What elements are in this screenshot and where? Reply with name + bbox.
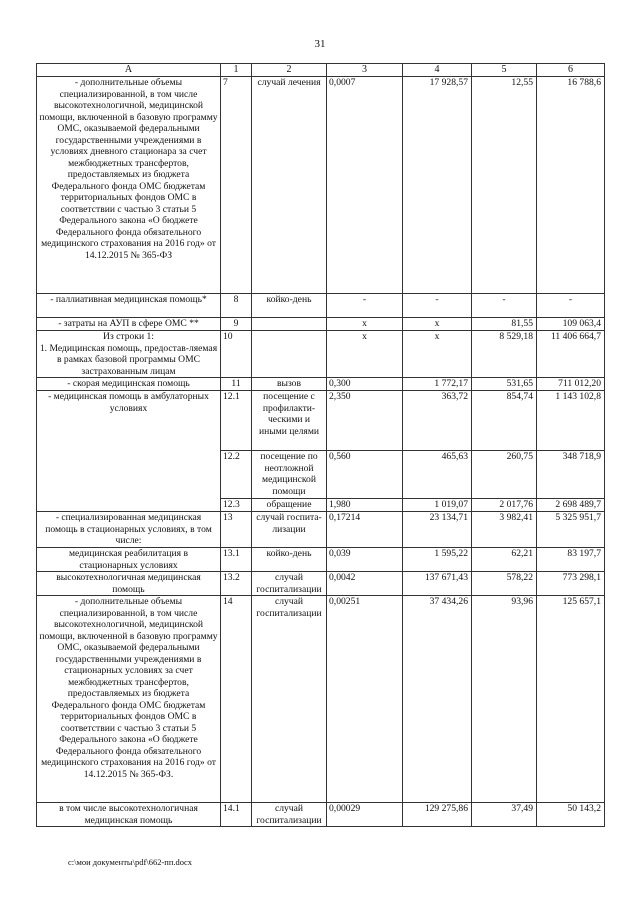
header-cell: 4: [403, 64, 472, 77]
row-code-cell: 12.2: [221, 451, 252, 499]
row-code-cell: 9: [221, 318, 252, 331]
table-row: [37, 331, 605, 378]
value-cell: 11 406 664,7: [537, 331, 605, 378]
unit-cell: случай госпитализации: [252, 596, 327, 803]
value-cell: 50 143,2: [537, 803, 605, 827]
value-cell: -: [537, 294, 605, 318]
value-cell: 8 529,18: [472, 331, 537, 378]
table-row: [37, 512, 605, 548]
value-cell: 578,22: [472, 572, 537, 596]
row-code-cell: 11: [221, 378, 252, 391]
row-code-cell: 12.1: [221, 391, 252, 451]
row-name-cell: - дополнительные объемы специализированной, в том числе высокотехнологичной, медицинской помощи, включенной в базовую программу ОМС, оказываемой федеральными государственными учреждениями в условиях дневного стационара за счет межбюджетных трансфертов, предоставляемых из бюджета Федерального фонда ОМС бюджетам территориальных фондов ОМС в соответствии с частью 3 статьи 5 Федерального закона «О бюджете Федерального фонда обязательного медицинского страхования на 2016 год» от 14.12.2015 № 365-ФЗ: [37, 77, 221, 294]
row-name-cell: - дополнительные объемы специализированной, в том числе высокотехнологичной, медицинской помощи, включенной в базовую программу ОМС, оказываемой федеральными государственными учреждениями в стационарных условиях за счет межбюджетных трансфертов, предоставляемых из бюджета Федерального фонда ОМС бюджетам территориальных фондов ОМС в соответствии с частью 3 статьи 5 Федерального закона «О бюджете Федерального фонда обязательного медицинского страхования на 2016 год» от 14.12.2015 № 365-ФЗ.: [37, 596, 221, 803]
row-code-cell: 14: [221, 596, 252, 803]
unit-cell: случай госпитализации: [252, 572, 327, 596]
value-cell: 93,96: [472, 596, 537, 803]
header-cell: 6: [537, 64, 605, 77]
table-row: [37, 803, 605, 827]
value-cell: 2 698 489,7: [537, 499, 605, 512]
row-code-cell: 10: [221, 331, 252, 378]
header-cell: 5: [472, 64, 537, 77]
table-row: [37, 596, 605, 803]
row-name-cell: - затраты на АУП в сфере ОМС **: [37, 318, 221, 331]
row-name-cell: Из строки 1: 1. Медицинская помощь, предостав-ляемая в рамках базовой программы ОМС застрахованным лицам: [37, 331, 221, 378]
value-cell: 363,72: [403, 391, 472, 451]
data-table: [36, 63, 605, 827]
value-cell: 2 017,76: [472, 499, 537, 512]
table-row: [37, 77, 605, 294]
row-code-cell: 14.1: [221, 803, 252, 827]
row-code-cell: 13.1: [221, 548, 252, 572]
unit-cell: посещение с профилакти-ческими и иными целями: [252, 391, 327, 451]
unit-cell: вызов: [252, 378, 327, 391]
header-cell: А: [37, 64, 221, 77]
header-cell: 3: [327, 64, 403, 77]
value-cell: 260,75: [472, 451, 537, 499]
value-cell: 83 197,7: [537, 548, 605, 572]
table-row: [37, 318, 605, 331]
value-cell: 137 671,43: [403, 572, 472, 596]
value-cell: 348 718,9: [537, 451, 605, 499]
row-code-cell: 8: [221, 294, 252, 318]
value-cell: 16 788,6: [537, 77, 605, 294]
unit-cell: обращение: [252, 499, 327, 512]
row-name-cell: в том числе высокотехнологичная медицинская помощь: [37, 803, 221, 827]
value-cell: 0,560: [327, 451, 403, 499]
table-row: [37, 548, 605, 572]
row-code-cell: 13: [221, 512, 252, 548]
row-code-cell: 13.2: [221, 572, 252, 596]
table-row: [37, 572, 605, 596]
value-cell: 81,55: [472, 318, 537, 331]
row-name-cell: - медицинская помощь в амбулаторных условиях: [37, 391, 221, 512]
value-cell: 23 134,71: [403, 512, 472, 548]
value-cell: 1 143 102,8: [537, 391, 605, 451]
table-row: [37, 391, 605, 451]
value-cell: 1 772,17: [403, 378, 472, 391]
value-cell: 5 325 951,7: [537, 512, 605, 548]
value-cell: 0,039: [327, 548, 403, 572]
table-row: [37, 294, 605, 318]
row-name-cell: - скорая медицинская помощь: [37, 378, 221, 391]
value-cell: 854,74: [472, 391, 537, 451]
value-cell: 1 595,22: [403, 548, 472, 572]
unit-cell: [252, 331, 327, 378]
value-cell: -: [472, 294, 537, 318]
row-name-cell: высокотехнологичная медицинская помощь: [37, 572, 221, 596]
value-cell: 12,55: [472, 77, 537, 294]
value-cell: 0,0042: [327, 572, 403, 596]
value-cell: 37 434,26: [403, 596, 472, 803]
unit-cell: случай госпита-лизации: [252, 512, 327, 548]
value-cell: 2,350: [327, 391, 403, 451]
header-cell: 1: [221, 64, 252, 77]
unit-cell: [252, 318, 327, 331]
table-row: [37, 378, 605, 391]
value-cell: 0,17214: [327, 512, 403, 548]
unit-cell: посещение по неотложной медицинской помощи: [252, 451, 327, 499]
value-cell: 1,980: [327, 499, 403, 512]
value-cell: -: [327, 294, 403, 318]
value-cell: х: [403, 331, 472, 378]
value-cell: 1 019,07: [403, 499, 472, 512]
value-cell: 3 982,41: [472, 512, 537, 548]
unit-cell: койко-день: [252, 548, 327, 572]
value-cell: 0,300: [327, 378, 403, 391]
value-cell: 0,0007: [327, 77, 403, 294]
value-cell: 125 657,1: [537, 596, 605, 803]
value-cell: 37,49: [472, 803, 537, 827]
row-name-cell: - специализированная медицинская помощь в стационарных условиях, в том числе:: [37, 512, 221, 548]
file-path-footer: c:\мои документы\pdf\662-пп.docx: [68, 857, 193, 867]
value-cell: 773 298,1: [537, 572, 605, 596]
unit-cell: койко-день: [252, 294, 327, 318]
unit-cell: случай госпитализации: [252, 803, 327, 827]
value-cell: 465,63: [403, 451, 472, 499]
value-cell: -: [403, 294, 472, 318]
row-code-cell: 12.3: [221, 499, 252, 512]
value-cell: 17 928,57: [403, 77, 472, 294]
value-cell: х: [327, 331, 403, 378]
value-cell: 62,21: [472, 548, 537, 572]
value-cell: х: [327, 318, 403, 331]
page-number: 31: [314, 38, 326, 50]
table-header-row: [37, 64, 605, 77]
value-cell: 0,00029: [327, 803, 403, 827]
value-cell: 0,00251: [327, 596, 403, 803]
value-cell: 531,65: [472, 378, 537, 391]
row-code-cell: 7: [221, 77, 252, 294]
row-name-cell: медицинская реабилитация в стационарных условиях: [37, 548, 221, 572]
unit-cell: случай лечения: [252, 77, 327, 294]
header-cell: 2: [252, 64, 327, 77]
value-cell: 129 275,86: [403, 803, 472, 827]
value-cell: 109 063,4: [537, 318, 605, 331]
value-cell: х: [403, 318, 472, 331]
row-name-cell: - паллиативная медицинская помощь*: [37, 294, 221, 318]
value-cell: 711 012,20: [537, 378, 605, 391]
